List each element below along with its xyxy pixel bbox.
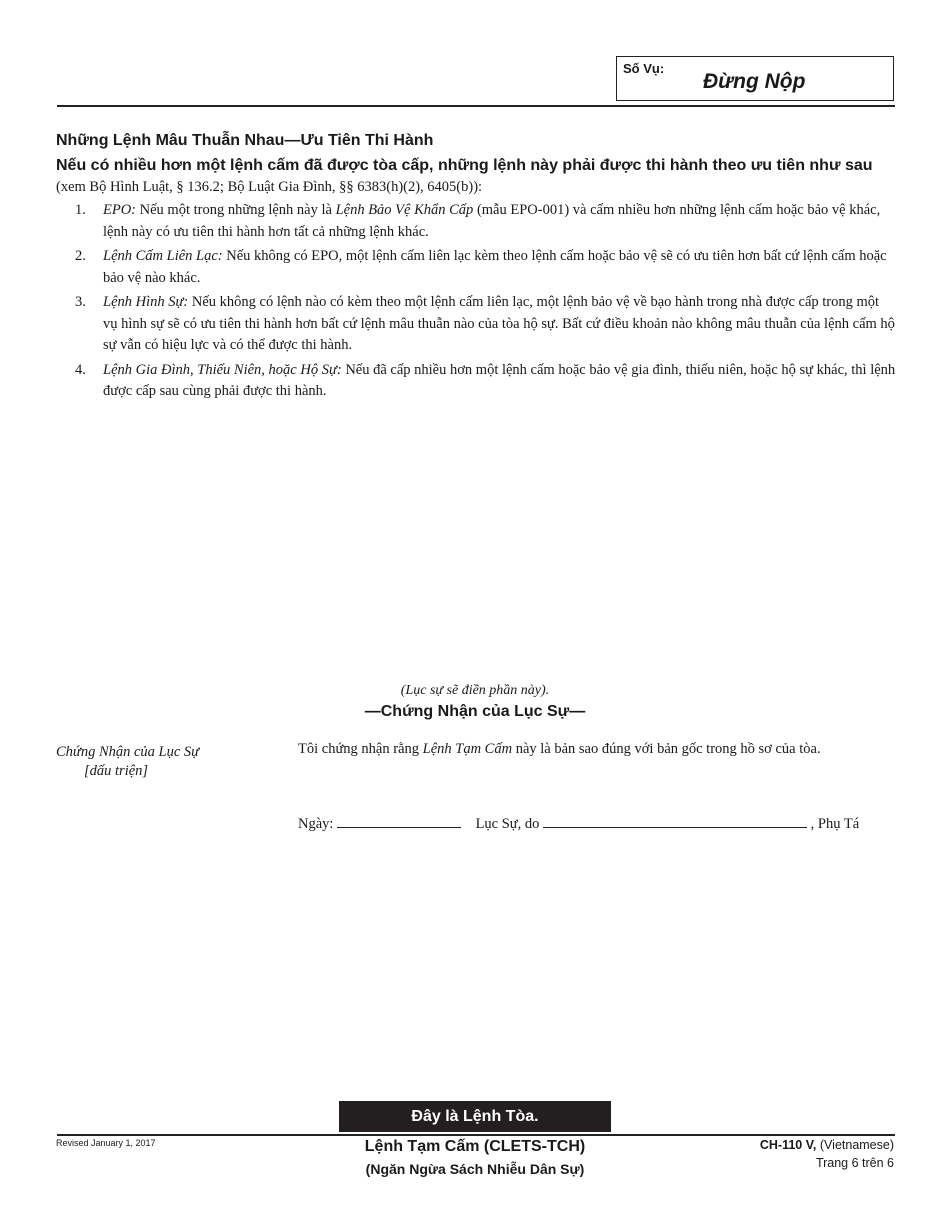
deputy-name-field[interactable]: [543, 813, 807, 828]
seal-placeholder: [dấu triện]: [84, 763, 149, 779]
item-term: Lệnh Hình Sự:: [103, 294, 189, 310]
item-text: Nếu đã cấp nhiều hơn một lệnh cấm hoặc bảo vệ gia đình, thiếu niên, hoặc hộ sự khác, thì lệnh được cấp sau cùng phải được thi hành.: [103, 361, 896, 399]
form-code: CH-110 V,: [759, 1138, 817, 1152]
deputy-label: , Phụ Tá: [810, 816, 860, 832]
priority-intro-citation: (xem Bộ Hình Luật, § 136.2; Bộ Luật Gia Đình, §§ 6383(h)(2), 6405(b)):: [56, 179, 483, 195]
item-text: Nếu không có EPO, một lệnh cấm liên lạc kèm theo lệnh cấm hoặc bảo vệ sẽ có ưu tiên hơn bất cứ lệnh cấm hoặc bảo vệ nào khác.: [103, 248, 887, 286]
certification-statement: [298, 741, 821, 758]
revised-date: Revised January 1, 2017: [56, 1138, 156, 1148]
item-text-continued: (mẫu EPO-001) và cấm nhiều hơn những lệnh cấm hoặc bảo vệ khác, lệnh này có ưu tiên thi hành hơn tất cả những lệnh khác.: [103, 202, 881, 240]
date-signature-row: [298, 813, 898, 833]
item-emphasis: Lệnh Bảo Vệ Khẩn Cấp: [335, 202, 474, 218]
priority-item-no-contact: [56, 246, 896, 289]
header-divider: [57, 105, 895, 107]
item-text: Nếu một trong những lệnh này là: [139, 202, 332, 218]
form-id: [760, 1138, 894, 1152]
case-number-box: [616, 56, 894, 101]
seal-label: Chứng Nhận của Lục Sự: [56, 744, 200, 760]
footer-divider: [57, 1134, 895, 1136]
form-title: Lệnh Tạm Cấm (CLETS-TCH): [364, 1138, 586, 1155]
certification-text-continued: này là bản sao đúng với bản gốc trong hồ sơ của tòa.: [515, 741, 821, 757]
certification-text: Tôi chứng nhận rằng: [298, 741, 420, 757]
certification-emphasis: Lệnh Tạm Cấm: [422, 741, 513, 757]
priority-list: [56, 200, 896, 406]
priority-intro-bold: Nếu có nhiều hơn một lệnh cấm đã được tòa cấp, những lệnh này phải được thi hành theo ưu tiên như sau: [56, 157, 873, 174]
item-text: Nếu không có lệnh nào có kèm theo một lệnh cấm liên lạc, một lệnh bảo vệ về bạo hành trong nhà được cấp trong một vụ hình sự sẽ có ưu tiên thi hành hơn bất cứ lệnh mâu thuẫn nào của tòa hộ sự. Bất cứ điều khoản nào không mâu thuẫn của lệnh cấm hộ sự vẫn có hiệu lực và có thể được thi hành.: [103, 294, 895, 353]
form-language: (Vietnamese): [819, 1138, 894, 1152]
date-label: Ngày:: [298, 816, 334, 832]
priority-intro: [56, 155, 896, 198]
clerk-note: (Lục sự sẽ điền phần này).: [400, 683, 550, 698]
item-number: 1.: [75, 202, 86, 218]
priority-item-family: [56, 360, 896, 403]
case-number-label: Số Vụ:: [623, 61, 665, 76]
item-number: 2.: [75, 248, 86, 264]
section-title: Những Lệnh Mâu Thuẫn Nhau—Ưu Tiên Thi Hành: [56, 132, 434, 149]
date-field[interactable]: [337, 813, 461, 828]
priority-item-criminal: [56, 292, 896, 357]
item-term: Lệnh Cấm Liên Lạc:: [103, 248, 223, 264]
form-subtitle: (Ngăn Ngừa Sách Nhiễu Dân Sự): [365, 1161, 585, 1177]
clerk-by-label: Lục Sự, do: [475, 816, 540, 832]
court-order-banner: Đây là Lệnh Tòa.: [339, 1101, 611, 1132]
page-number: Trang 6 trên 6: [815, 1156, 894, 1170]
priority-item-epo: [56, 200, 896, 243]
item-term: EPO:: [103, 202, 137, 218]
case-number-value: Đừng Nộp: [703, 70, 806, 93]
item-number: 4.: [75, 361, 86, 378]
clerk-certificate-heading: —Chứng Nhận của Lục Sự—: [364, 703, 586, 720]
item-number: 3.: [75, 294, 86, 310]
item-term: Lệnh Gia Đình, Thiếu Niên, hoặc Hộ Sự:: [103, 361, 342, 378]
